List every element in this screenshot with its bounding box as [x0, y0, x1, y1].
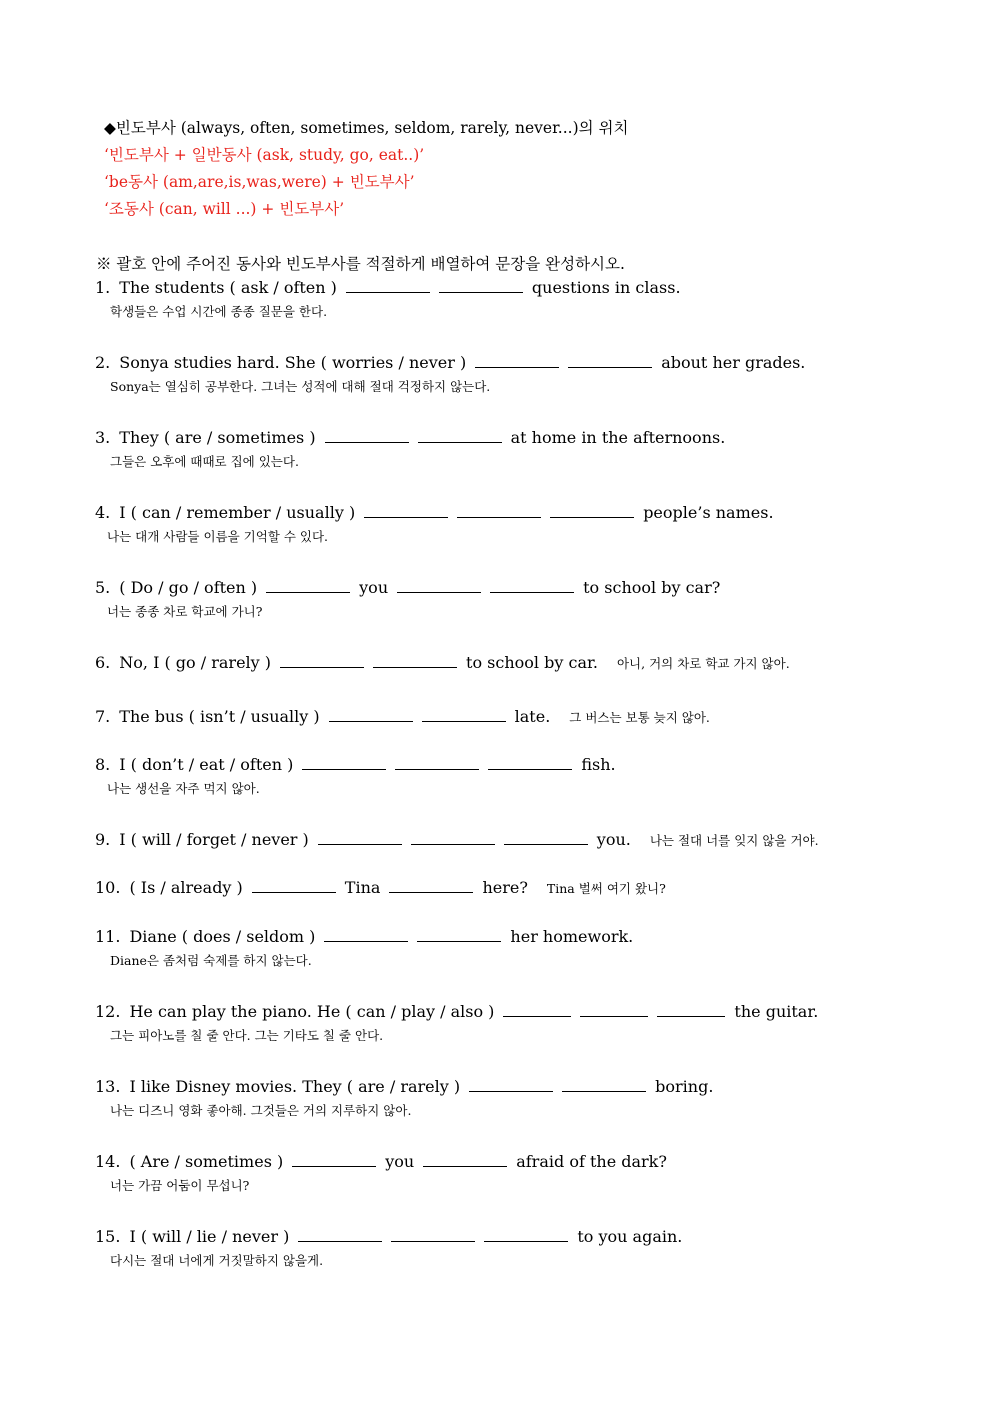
question-prompt: The bus ( isn’t / usually ): [119, 707, 320, 726]
answer-blank[interactable]: [395, 768, 479, 770]
answer-blank[interactable]: [469, 1090, 553, 1092]
korean-translation: Tina 벌써 여기 왔니?: [546, 881, 666, 896]
answer-blank[interactable]: [417, 940, 501, 942]
korean-translation: 나는 생선을 자주 먹지 않아.: [107, 781, 260, 796]
answer-blank[interactable]: [562, 1090, 646, 1092]
question-prompt: ( Is / already ): [129, 878, 243, 897]
answer-blank[interactable]: [457, 516, 541, 518]
korean-translation: 너는 가끔 어둠이 무섭니?: [110, 1178, 250, 1193]
answer-blank[interactable]: [266, 591, 350, 593]
korean-translation: 아니, 거의 차로 학교 가지 않아.: [616, 656, 790, 671]
question-2: [95, 352, 975, 395]
question-13: [95, 1076, 975, 1119]
question-ending: people’s names.: [643, 503, 774, 522]
answer-blank[interactable]: [280, 666, 364, 668]
question-10: [95, 877, 975, 900]
answer-blank[interactable]: [346, 291, 430, 293]
answer-blank[interactable]: [329, 720, 413, 722]
answer-blank[interactable]: [550, 516, 634, 518]
question-prompt: I ( will / forget / never ): [119, 830, 309, 849]
question-12: [95, 1001, 975, 1044]
question-4: [95, 502, 975, 545]
korean-translation: 학생들은 수업 시간에 종종 질문을 한다.: [110, 304, 328, 319]
question-number: 2.: [95, 353, 111, 372]
korean-translation: 나는 절대 너를 잊지 않을 거야.: [649, 833, 819, 848]
korean-translation: 나는 디즈니 영화 좋아해. 그것들은 거의 지루하지 않아.: [110, 1103, 412, 1118]
answer-blank[interactable]: [488, 768, 572, 770]
question-9: [95, 829, 975, 852]
question-number: 5.: [95, 578, 111, 597]
question-ending: to you again.: [577, 1227, 683, 1246]
answer-blank[interactable]: [475, 366, 559, 368]
question-number: 6.: [95, 653, 111, 672]
korean-translation: 나는 대개 사람들 이름을 기억할 수 있다.: [107, 529, 329, 544]
korean-translation: Sonya는 열심히 공부한다. 그녀는 성적에 대해 절대 걱정하지 않는다.: [110, 379, 491, 394]
question-ending: at home in the afternoons.: [510, 428, 726, 447]
question-5: [95, 577, 975, 620]
answer-blank[interactable]: [503, 1015, 571, 1017]
answer-blank[interactable]: [252, 891, 336, 893]
answer-blank[interactable]: [657, 1015, 725, 1017]
question-ending: fish.: [581, 755, 616, 774]
question-number: 9.: [95, 830, 111, 849]
answer-blank[interactable]: [302, 768, 386, 770]
question-prompt: They ( are / sometimes ): [119, 428, 316, 447]
answer-blank[interactable]: [484, 1240, 568, 1242]
answer-blank[interactable]: [411, 843, 495, 845]
korean-translation: 그 버스는 보통 늦지 않아.: [569, 710, 710, 725]
korean-translation: 다시는 절대 너에게 거짓말하지 않을게.: [110, 1253, 324, 1268]
question-prompt: ( Are / sometimes ): [129, 1152, 284, 1171]
question-8: [95, 754, 975, 797]
question-prompt: He can play the piano. He ( can / play / also ): [129, 1002, 495, 1021]
question-ending: here?: [482, 878, 528, 897]
answer-blank[interactable]: [580, 1015, 648, 1017]
question-number: 3.: [95, 428, 111, 447]
question-15: [95, 1226, 975, 1269]
korean-translation: 너는 종종 차로 학교에 가니?: [107, 604, 263, 619]
question-prompt: I ( will / lie / never ): [129, 1227, 290, 1246]
question-prompt: I like Disney movies. They ( are / rarely ): [129, 1077, 461, 1096]
question-ending: the guitar.: [734, 1002, 819, 1021]
question-middle-word: you: [385, 1152, 415, 1171]
answer-blank[interactable]: [318, 843, 402, 845]
answer-blank[interactable]: [292, 1165, 376, 1167]
question-prompt: Diane ( does / seldom ): [129, 927, 316, 946]
rule-be-verb: ‘be동사 (am,are,is,was,were) + 빈도부사’: [104, 173, 415, 191]
question-ending: questions in class.: [531, 278, 681, 297]
answer-blank[interactable]: [324, 940, 408, 942]
instruction: ※ 괄호 안에 주어진 동사와 빈도부사를 적절하게 배열하여 문장을 완성하시오.: [96, 255, 625, 273]
answer-blank[interactable]: [568, 366, 652, 368]
answer-blank[interactable]: [298, 1240, 382, 1242]
question-number: 13.: [95, 1077, 121, 1096]
question-ending: to school by car.: [466, 653, 598, 672]
question-ending: late.: [514, 707, 551, 726]
answer-blank[interactable]: [397, 591, 481, 593]
question-prompt: I ( can / remember / usually ): [119, 503, 356, 522]
question-prompt: The students ( ask / often ): [119, 278, 337, 297]
answer-blank[interactable]: [364, 516, 448, 518]
question-ending: boring.: [655, 1077, 714, 1096]
question-14: [95, 1151, 975, 1194]
question-number: 8.: [95, 755, 111, 774]
question-number: 10.: [95, 878, 121, 897]
question-ending: afraid of the dark?: [516, 1152, 667, 1171]
question-number: 14.: [95, 1152, 121, 1171]
question-ending: her homework.: [510, 927, 634, 946]
answer-blank[interactable]: [422, 720, 506, 722]
answer-blank[interactable]: [373, 666, 457, 668]
question-number: 4.: [95, 503, 111, 522]
question-ending: about her grades.: [661, 353, 806, 372]
answer-blank[interactable]: [423, 1165, 507, 1167]
question-prompt: Sonya studies hard. She ( worries / never ): [119, 353, 467, 372]
question-prompt: I ( don’t / eat / often ): [119, 755, 294, 774]
answer-blank[interactable]: [504, 843, 588, 845]
question-11: [95, 926, 975, 969]
rule-auxiliary-verb: ‘조동사 (can, will ...) + 빈도부사’: [104, 200, 345, 218]
answer-blank[interactable]: [439, 291, 523, 293]
question-number: 12.: [95, 1002, 121, 1021]
answer-blank[interactable]: [325, 441, 409, 443]
worksheet-title: ◆빈도부사 (always, often, sometimes, seldom, rarely, never...)의 위치: [104, 119, 629, 137]
question-middle-word: you: [359, 578, 389, 597]
question-3: [95, 427, 975, 470]
question-7: [95, 706, 975, 729]
question-ending: to school by car?: [583, 578, 721, 597]
korean-translation: 그는 피아노를 칠 줄 안다. 그는 기타도 칠 줄 안다.: [110, 1028, 384, 1043]
answer-blank[interactable]: [418, 441, 502, 443]
answer-blank[interactable]: [391, 1240, 475, 1242]
rule-general-verb: ‘빈도부사 + 일반동사 (ask, study, go, eat..)’: [104, 146, 425, 164]
question-middle-word: Tina: [344, 878, 381, 897]
question-number: 1.: [95, 278, 111, 297]
question-prompt: ( Do / go / often ): [119, 578, 258, 597]
question-6: [95, 652, 975, 675]
answer-blank[interactable]: [389, 891, 473, 893]
question-number: 7.: [95, 707, 111, 726]
question-prompt: No, I ( go / rarely ): [119, 653, 272, 672]
korean-translation: 그들은 오후에 때때로 집에 있는다.: [110, 454, 299, 469]
question-number: 11.: [95, 927, 121, 946]
korean-translation: Diane은 좀처럼 숙제를 하지 않는다.: [110, 953, 312, 968]
question-number: 15.: [95, 1227, 121, 1246]
question-ending: you.: [596, 830, 631, 849]
answer-blank[interactable]: [490, 591, 574, 593]
question-1: [95, 277, 975, 320]
